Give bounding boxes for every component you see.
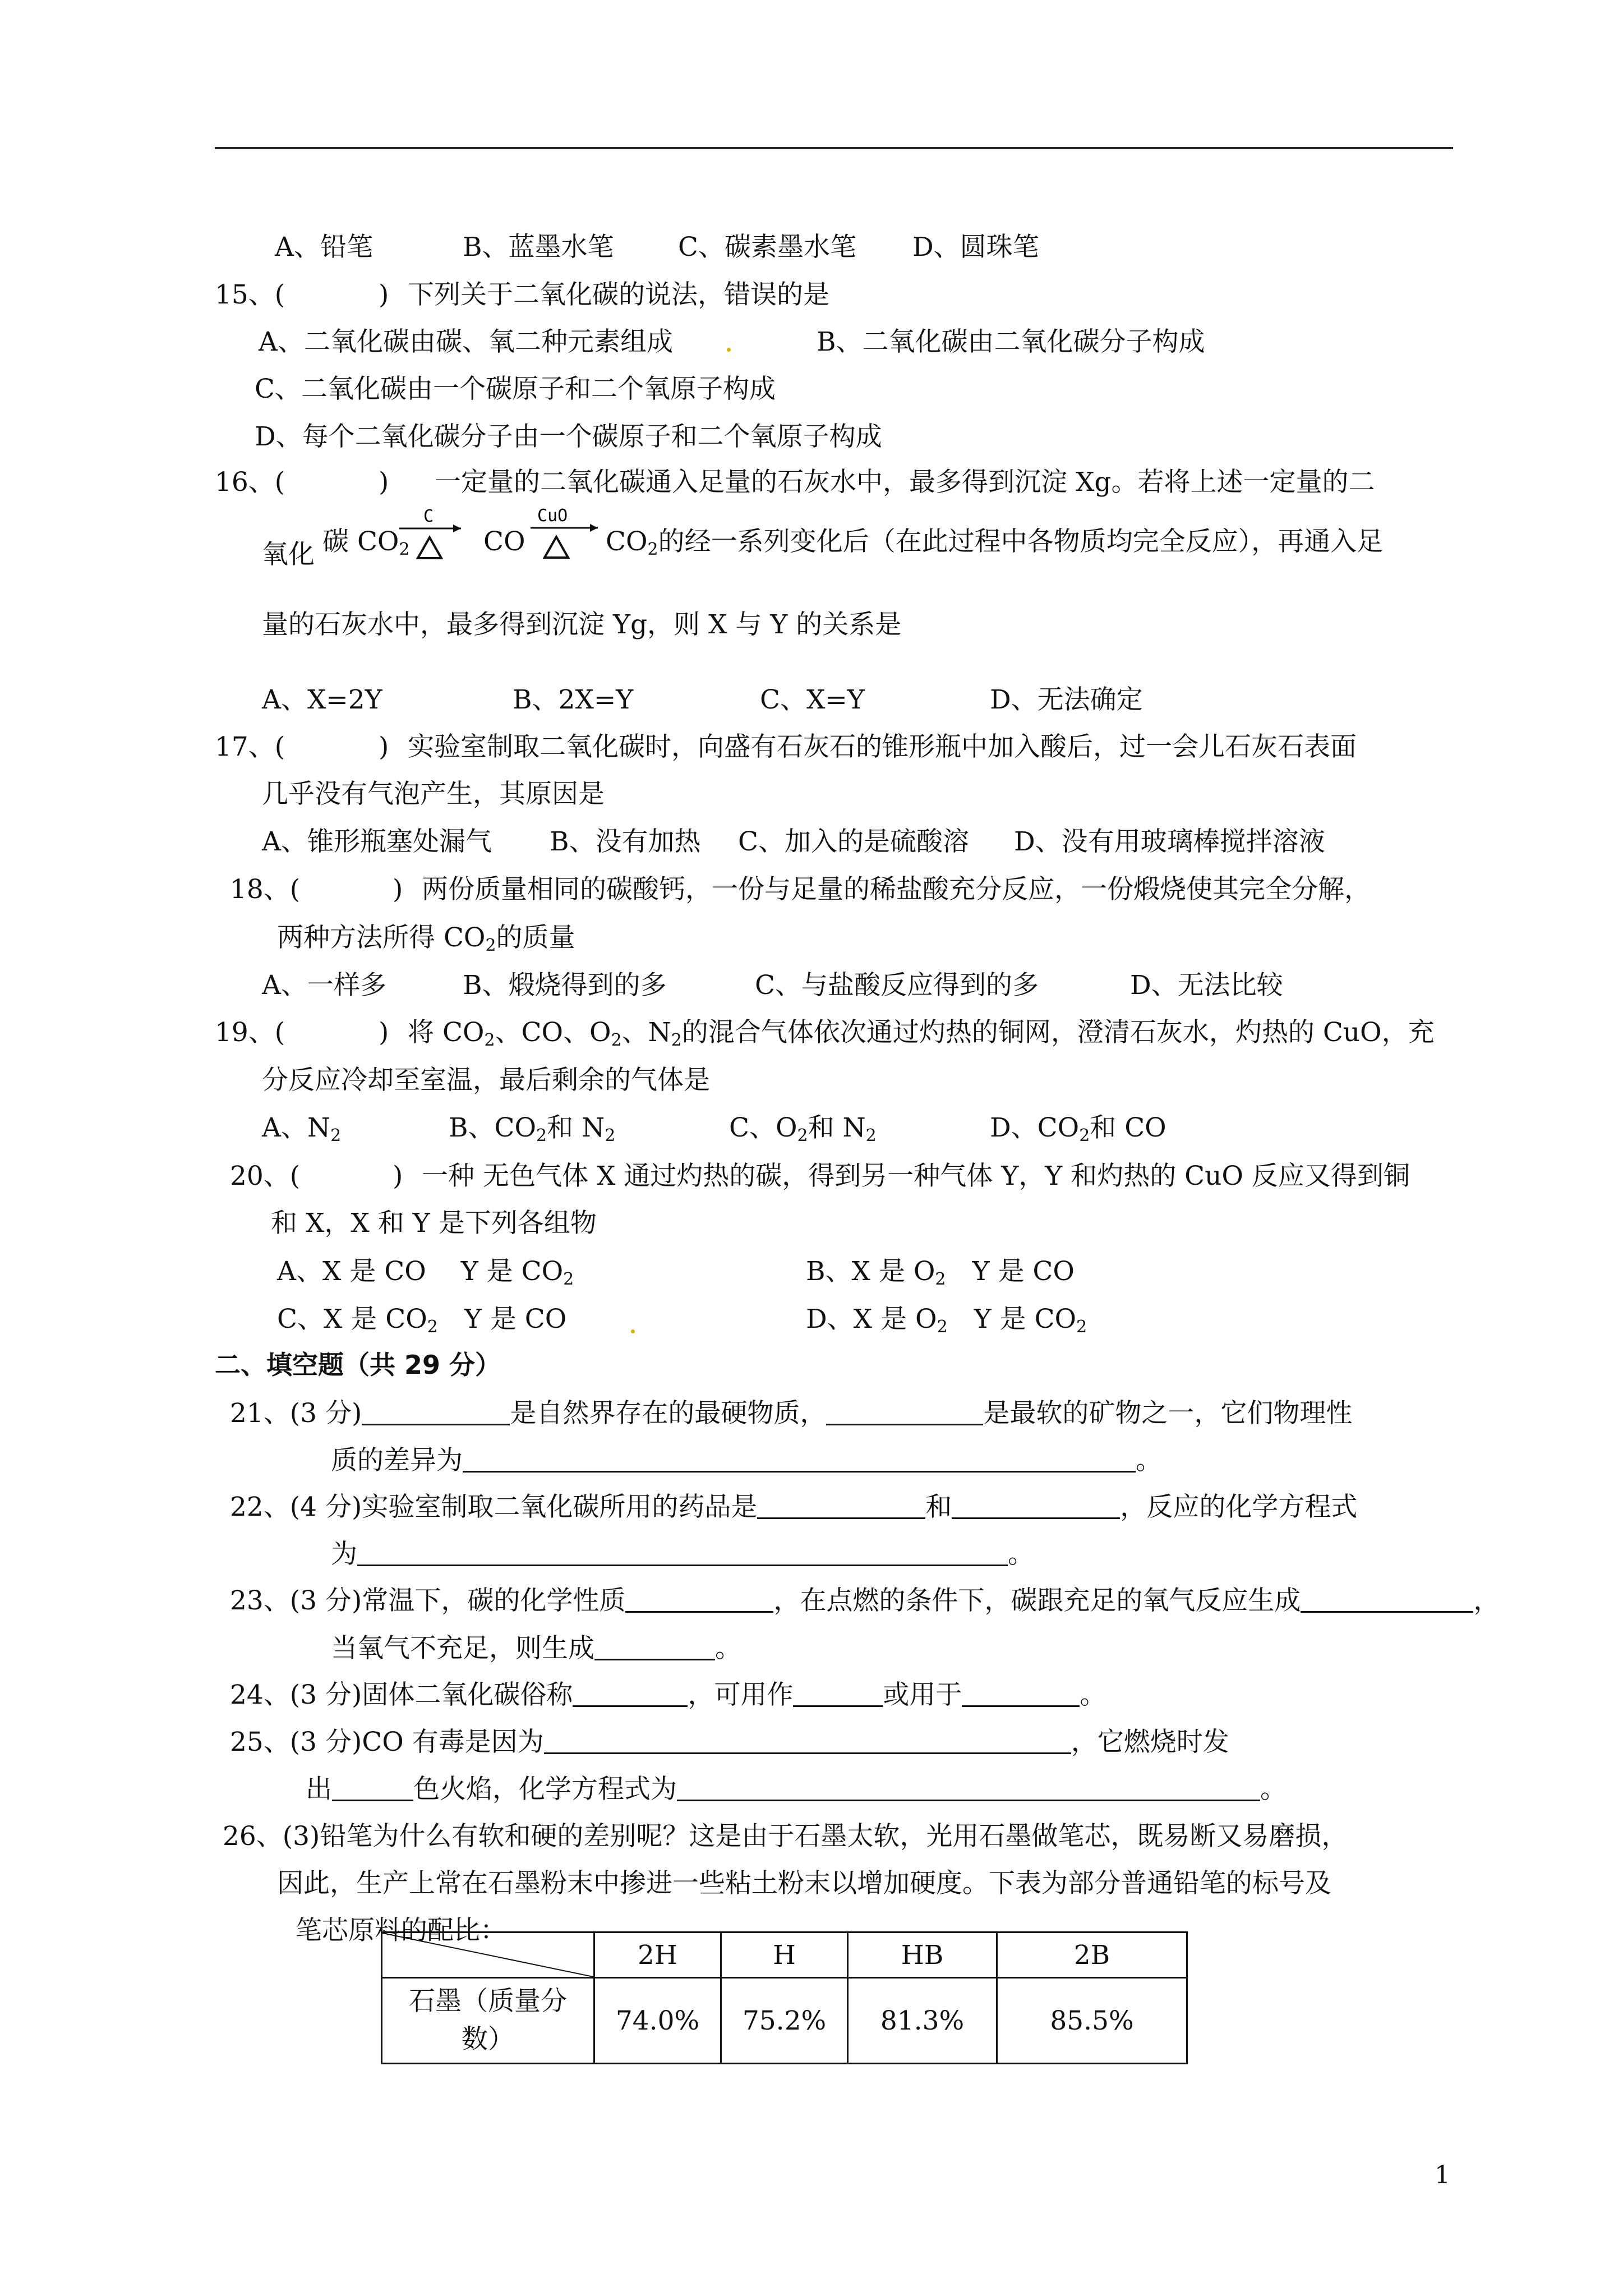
q16-number: 16、( [215,467,285,498]
q20-paren-close: ) [393,1161,403,1191]
q14-option-c: C、碳素墨水笔 [678,232,856,263]
q22-blank-2[interactable] [952,1496,1120,1519]
q24-blank-2[interactable] [793,1684,883,1707]
q16-co2-start: 碳 $CO_2$ [322,526,410,559]
q15-paren-close: ) [379,279,389,310]
q17-stem-line1: 实验室制取二氧化碳时，向盛有石灰石的锥形瓶中加入酸后，过一会儿石灰石表面 [408,731,1357,762]
q15-option-b: B、二氧化碳由二氧化碳分子构成 [817,326,1205,357]
q17-number: 17、( [215,731,285,762]
q16-option-d: D、无法确定 [990,684,1143,715]
q26-line3: 笔芯原料的配比： [296,1915,506,1946]
table-cell: 85.5% [997,1978,1187,2064]
q20-option-b: B、X 是 $O_2$ Y 是 CO [806,1256,1075,1289]
q19-number: 19、( [215,1017,285,1048]
q15-option-a: A、二氧化碳由碳、氧二种元素组成 [259,326,673,357]
q15-stem: 下列关于二氧化碳的说法，错误的是 [408,279,829,310]
stray-dot [631,1329,635,1333]
q17-option-b: B、没有加热 [550,826,701,857]
q24-blank-1[interactable] [573,1684,688,1707]
q19-option-d: D、$CO_2$和 CO [990,1112,1166,1145]
q17-stem-line2: 几乎没有气泡产生，其原因是 [262,779,605,809]
q17-option-a: A、锥形瓶塞处漏气 [262,826,492,857]
q25-blank-1[interactable] [544,1731,1071,1754]
diagonal-line [382,1933,593,1977]
table-cell: 75.2% [721,1978,848,2064]
q18-paren-close: ) [393,874,403,905]
q16-option-b: B、2X=Y [513,684,634,715]
table-header-hb: HB [848,1932,997,1978]
q17-paren-close: ) [379,731,389,762]
table-header-h: H [721,1932,848,1978]
q16-option-c: C、X=Y [760,684,865,715]
q19-option-b: B、$CO_2$和 $N_2$ [449,1112,616,1145]
reagent-cuo-label: CuO [537,506,568,526]
q17-option-c: C、加入的是硫酸溶 [738,826,969,857]
table-header-2b: 2B [997,1932,1187,1978]
q26-line2: 因此，生产上常在石墨粉末中掺进一些粘土粉末以增加硬度。下表为部分普通铅笔的标号及 [277,1868,1331,1899]
reagent-c-label: C [423,507,434,526]
heat-triangle-icon [545,537,568,558]
q22-blank-3[interactable] [357,1543,1008,1566]
stray-dot [727,348,731,352]
q15-number: 15、( [215,279,285,310]
q16-paren-close: ) [379,467,389,498]
q18-number: 18、( [230,874,301,905]
q20-stem-line2: 和 X，X 和 Y 是下列各组物 [271,1208,597,1239]
q18-option-c: C、与盐酸反应得到的多 [755,970,1039,1001]
q18-option-b: B、煅烧得到的多 [463,970,667,1001]
q22-line2: 为 。 [331,1539,1034,1570]
pencil-composition-table [381,1931,1188,2064]
q16-stem-line1: 一定量的二氧化碳通入足量的石灰水中，最多得到沉淀 Xg。若将上述一定量的二 [435,467,1375,498]
q21-blank-1[interactable] [362,1402,510,1425]
q21-blank-2[interactable] [826,1402,983,1425]
q14-option-d: D、圆珠笔 [912,232,1039,263]
q20-option-a: A、X 是 CO Y 是 $CO_2$ [277,1256,574,1289]
table-diagonal-header [382,1932,594,1978]
q26-line1: 26、(3)铅笔为什么有软和硬的差别呢？这是由于石墨太软，光用石墨做笔芯，既易断又易磨损， [223,1821,1348,1852]
q24-blank-3[interactable] [962,1684,1080,1707]
q22-blank-1[interactable] [757,1496,925,1519]
q25-blank-2[interactable] [332,1778,413,1801]
q21-blank-3[interactable] [463,1450,1136,1473]
q14-option-b: B、蓝墨水笔 [463,232,614,263]
q16-stem-line3: 量的石灰水中，最多得到沉淀 Yg，则 X 与 Y 的关系是 [262,609,902,640]
q23-blank-3[interactable] [594,1637,715,1660]
q15-option-d: D、每个二氧化碳分子由一个碳原子和二个氧原子构成 [255,421,882,452]
page-number: 1 [1435,2161,1450,2189]
section-heading-fill-in: 二、填空题（共 29 分） [215,1350,501,1380]
q24: 24、(3 分)固体二氧化碳俗称 ，可用作 或用于 。 [230,1680,1106,1710]
q17-option-d: D、没有用玻璃棒搅拌溶液 [1014,826,1325,857]
table-header-2h: 2H [594,1932,721,1978]
q23-blank-1[interactable] [625,1590,773,1613]
q18-stem-line2: 两种方法所得 $CO_2$的质量 [277,922,575,955]
q16-co: CO [483,526,525,557]
reaction-arrow-cuo [526,502,605,567]
q19-paren-close: ) [379,1017,389,1048]
q22: 22、(4 分)实验室制取二氧化碳所用的药品是 和 ，反应的化学方程式 [230,1492,1358,1522]
q16-prefix: 氧化 [262,539,315,570]
reaction-arrow-carbon [393,505,471,567]
table-row-label: 石墨（质量分 数） [382,1978,594,2064]
q20-number: 20、( [230,1161,301,1191]
q18-stem-line1: 两份质量相同的碳酸钙，一份与足量的稀盐酸充分反应，一份煅烧使其完全分解， [422,874,1371,905]
q21-line2: 质的差异为 。 [331,1445,1162,1476]
q18-option-a: A、一样多 [262,970,386,1001]
q20-stem-line1: 一种 无色气体 X 通过灼热的碳，得到另一种气体 Y，Y 和灼热的 CuO 反应又得到铜 [422,1161,1410,1191]
q19-option-a: A、$N_2$ [262,1112,342,1145]
table-cell: 74.0% [594,1978,721,2064]
q16-co2-end: $CO_2$的经一系列变化后（在此过程中各物质均完全反应），再通入足 [606,526,1384,559]
header-rule [215,147,1453,149]
q19-stem-line2: 分反应冷却至室温，最后剩余的气体是 [262,1065,710,1096]
q19-stem-line1: 将 $CO_2$、CO、$O_2$、$N_2$的混合气体依次通过灼热的铜网，澄清石灰水，灼热的 CuO，充 [408,1017,1435,1050]
q20-option-d: D、X 是 $O_2$ Y 是 $CO_2$ [806,1304,1087,1337]
q25-blank-3[interactable] [677,1778,1260,1801]
q25: 25、(3 分)CO 有毒是因为 ，它燃烧时发 [230,1727,1229,1757]
q23-line2: 当氧气不充足，则生成 。 [331,1633,741,1664]
heat-triangle-icon [418,537,441,558]
q14-option-a: A、铅笔 [275,232,373,263]
q16-option-a: A、X=2Y [262,684,382,715]
q15-option-c: C、二氧化碳由一个碳原子和二个氧原子构成 [255,374,776,404]
table-cell: 81.3% [848,1978,997,2064]
q23: 23、(3 分)常温下，碳的化学性质 ，在点燃的条件下，碳跟充足的氧气反应生成 ， [230,1585,1500,1616]
q23-blank-2[interactable] [1301,1590,1473,1613]
q20-option-c: C、X 是 $CO_2$ Y 是 CO [277,1304,567,1337]
q21: 21、(3 分) 是自然界存在的最硬物质， 是最软的矿物之一，它们物理性 [230,1398,1353,1429]
q18-option-d: D、无法比较 [1130,970,1283,1001]
q19-option-c: C、$O_2$和 $N_2$ [729,1112,877,1145]
q25-line2: 出 色火焰，化学方程式为 。 [306,1774,1287,1805]
